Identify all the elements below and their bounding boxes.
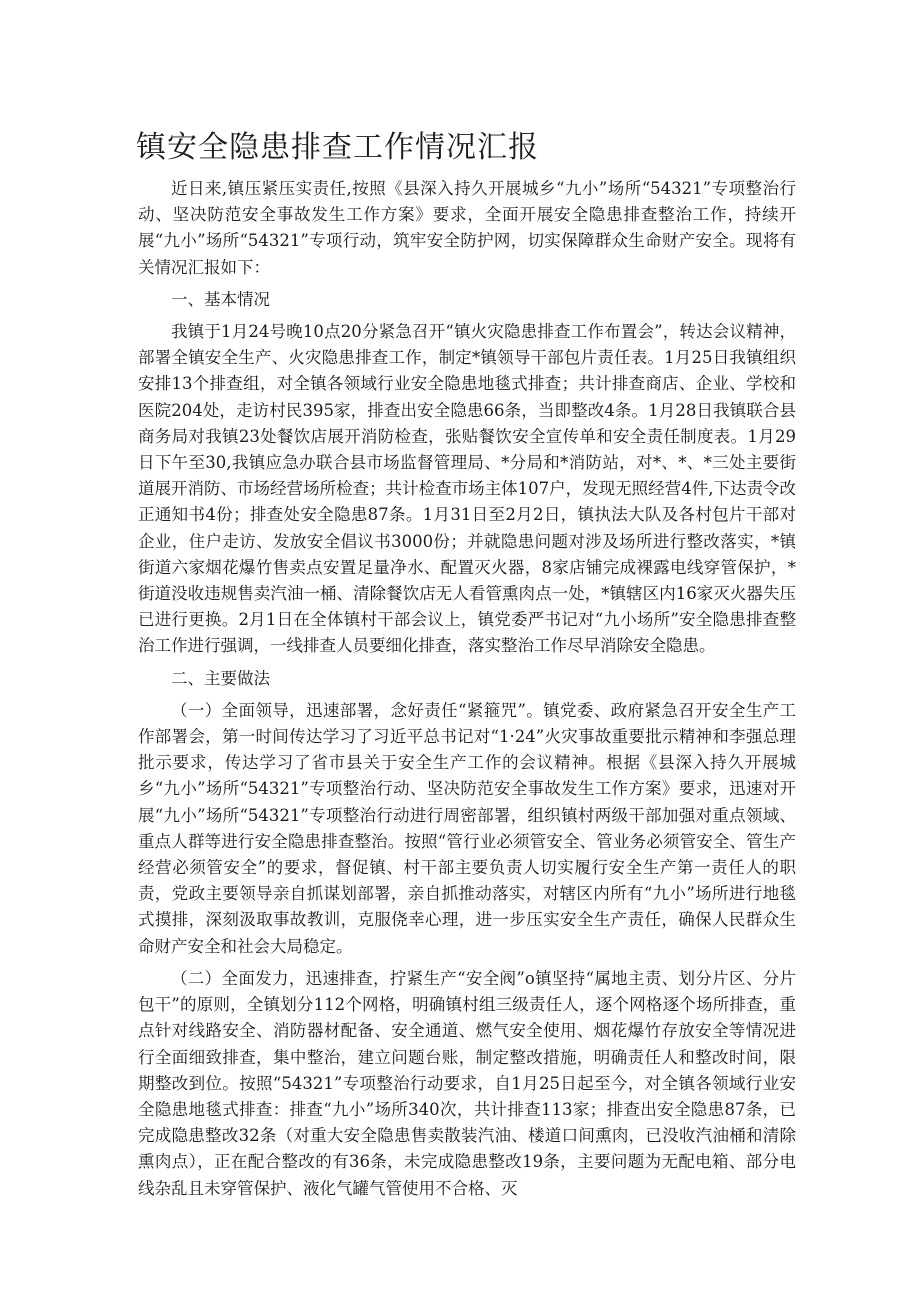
section-1-paragraph: 我镇于1月24号晚10点20分紧急召开“镇火灾隐患排查工作布置会”，转达会议精神，部署全镇安全生产、火灾隐患排查工作，制定*镇领导干部包片责任表。1月25日我镇组织安排13个排查组，对全镇各领域行业安全隐患地毯式排查；共计排查商店、企业、学校和医院204处，走访村民395家，排查出安全隐患66条，当即整改4条。1月28日我镇联合县商务局对我镇23处餐饮店展开消防检查，张贴餐饮安全宣传单和安全责任制度表。1月29日下午至30,我镇应急办联合县市场监督管理局、*分局和*消防站，对*、*、*三处主要街道展开消防、市场经营场所检查；共计检查市场主体107户，发现无照经营4件,下达责令改正通知书4份；排查处安全隐患87条。1月31日至2月2日，镇执法大队及各村包片干部对企业，住户走访、发放安全倡议书3000份；并就隐患问题对涉及场所进行整改落实，*镇街道六家烟花爆竹售卖点安置足量净水、配置灭火器，8家店铺完成裸露电线穿管保护，*街道没收违规售卖汽油一桶、清除餐饮店无人看管熏肉点一处，*镇辖区内16家灭火器失压已进行更换。2月1日在全体镇村干部会议上，镇党委严书记对“九小场所”安全隐患排查整治工作进行强调，一线排查人员要细化排查，落实整治工作尽早消除安全隐患。: [138, 322, 796, 656]
document-body: [138, 176, 796, 1208]
section-1-heading: 一、基本情况: [171, 289, 270, 309]
document-title: 镇安全隐患排查工作情况汇报: [136, 130, 539, 165]
intro-paragraph: 近日来,镇压紧压实责任,按照《县深入持久开展城乡“九小”场所“54321”专项整治行动、坚决防范安全事故发生工作方案》要求，全面开展安全隐患排查整治工作，持续开展“九小”场所“54321”专项行动，筑牢安全防护网，切实保障群众生命财产安全。现将有关情况汇报如下：: [138, 179, 796, 277]
section-2-paragraph-2: （二）全面发力，迅速排查，拧紧生产“安全阀”o镇坚持“属地主责、划分片区、分片包干”的原则，全镇划分112个网格，明确镇村组三级责任人，逐个网格逐个场所排查，重点针对线路安全、消防器材配备、安全通道、燃气安全使用、烟花爆竹存放安全等情况进行全面细致排查，集中整治，建立问题台账，制定整改措施，明确责任人和整改时间，限期整改到位。按照“54321”专项整治行动要求，自1月25日起至今，对全镇各领域行业安全隐患地毯式排查：排查“九小”场所340次，共计排查113家；排查出安全隐患87条，已完成隐患整改32条（对重大安全隐患售卖散装汽油、楼道口间熏肉，已没收汽油桶和清除熏肉点），正在配合整改的有36条，未完成隐患整改19条，主要问题为无配电箱、部分电线杂乱且未穿管保护、液化气罐气管使用不合格、灭: [138, 968, 796, 1198]
section-2-paragraph-1: （一）全面领导，迅速部署，念好责任“紧箍咒”。镇党委、政府紧急召开安全生产工作部署会，第一时间传达学习了习近平总书记对“1·24”火灾事故重要批示精神和李强总理批示要求，传达学习了省市县关于安全生产工作的会议精神。根据《县深入持久开展城乡“九小”场所“54321”专项整治行动、坚决防范安全事故发生工作方案》要求，迅速对开展“九小”场所“54321”专项整治行动进行周密部署，组织镇村两级干部加强对重点领域、重点人群等进行安全隐患排查整治。按照“管行业必须管安全、管业务必须管安全、管生产经营必须管安全”的要求，督促镇、村干部主要负责人切实履行安全生产第一责任人的职责，党政主要领导亲自抓谋划部署，亲自抓推动落实，对辖区内所有“九小”场所进行地毯式摸排，深刻汲取事故教训，克服侥幸心理，进一步压实安全生产责任，确保人民群众生命财产安全和社会大局稳定。: [138, 700, 796, 956]
section-2-heading: 二、主要做法: [171, 668, 270, 688]
